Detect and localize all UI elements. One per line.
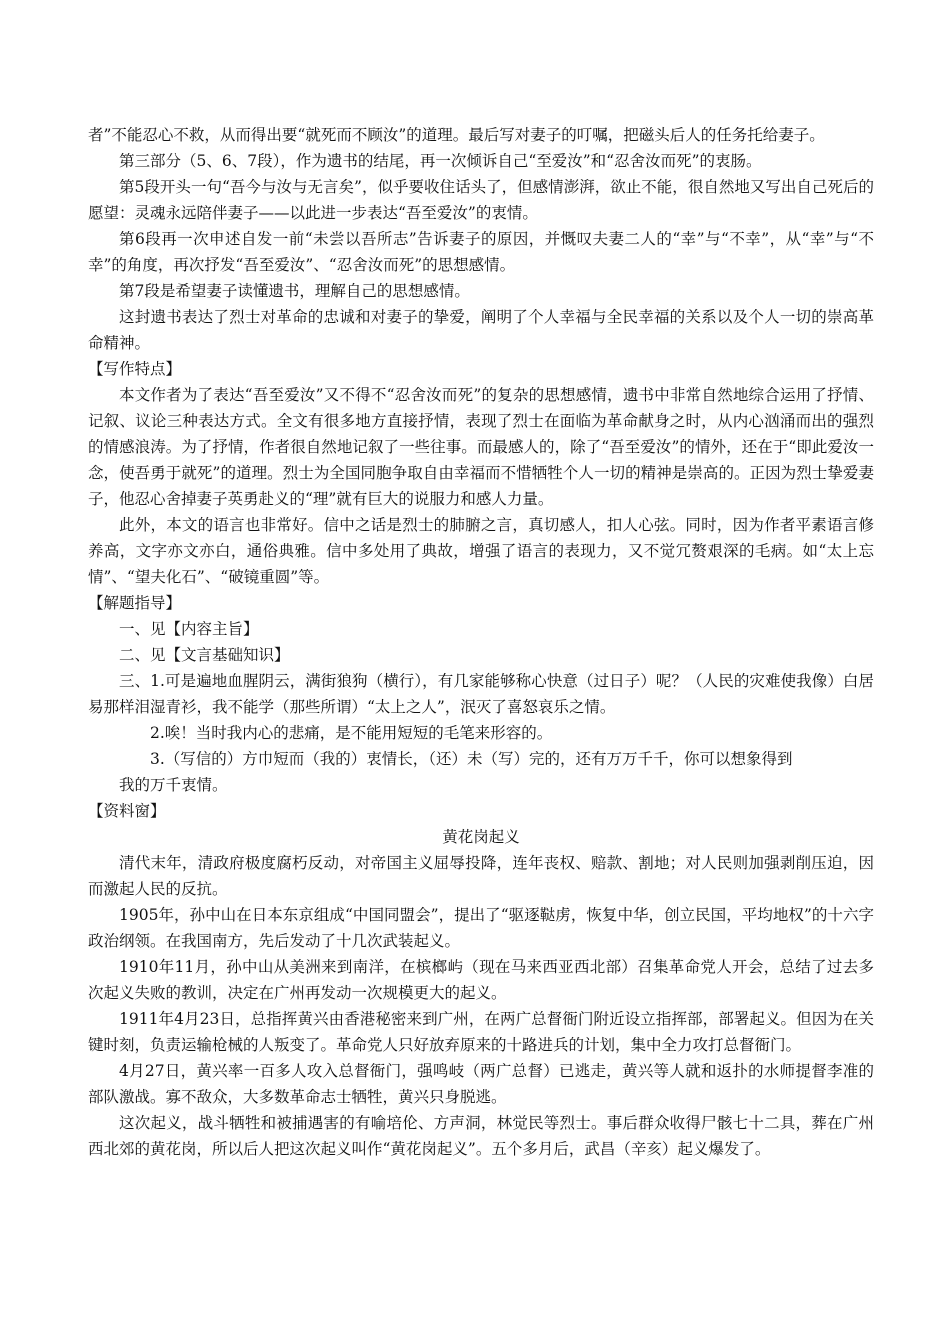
text-paragraph: 第5段开头一句“吾今与汝与无言矣”，似乎要收住话头了，但感情澎湃，欲止不能，很自然地又写出自己死后的愿望：灵魂永远陪伴妻子——以此进一步表达“吾至爱汝”的衷情。 xyxy=(88,178,874,222)
document-page xyxy=(88,122,874,1162)
text-paragraph: 第7段是希望妻子读懂遗书，理解自己的思想感情。 xyxy=(119,282,470,300)
text-paragraph: 1911年4月23日，总指挥黄兴由香港秘密来到广州，在两广总督衙门附近设立指挥部，部署起义。但因为在关键时刻，负责运输枪械的人叛变了。革命党人只好放弃原来的十路进兵的计划，集中全力攻打总督衙门。 xyxy=(88,1010,874,1054)
text-paragraph: 1905年，孙中山在日本东京组成“中国同盟会”，提出了“驱逐鞑虏，恢复中华，创立民国，平均地权”的十六字政治纲领。在我国南方，先后发动了十几次武装起义。 xyxy=(88,906,874,950)
section-heading-writing: 【写作特点】 xyxy=(88,360,182,378)
text-paragraph: 这次起义，战斗牺牲和被捕遇害的有喻培伦、方声洞，林觉民等烈士。事后群众收得尸骸七十二具，葬在广州西北郊的黄花岗，所以后人把这次起义叫作“黄花岗起义”。五个多月后，武昌（辛亥）起义爆发了。 xyxy=(88,1114,874,1158)
text-paragraph: 此外，本文的语言也非常好。信中之话是烈士的肺腑之言，真切感人，扣人心弦。同时，因为作者平素语言修养高，文字亦文亦白，通俗典雅。信中多处用了典故，增强了语言的表现力，又不觉冗赘艰深的毛病。如“太上忘情”、“望夫化石”、“破镜重圆”等。 xyxy=(88,516,874,586)
text-paragraph: 者”不能忍心不救，从而得出要“就死而不顾汝”的道理。最后写对妻子的叮嘱，把磁头后人的任务托给妻子。 xyxy=(88,126,825,144)
guide-item: 我的万千衷情。 xyxy=(119,776,228,794)
text-paragraph: 本文作者为了表达“吾至爱汝”又不得不“忍舍汝而死”的复杂的思想感情，遗书中非常自然地综合运用了抒情、记叙、议论三种表达方式。全文有很多地方直接抒情，表现了烈士在面临为革命献身之时，从内心汹涌而出的强烈的情感浪涛。为了抒情，作者很自然地记叙了一些往事。而最感人的，除了“吾至爱汝”的情外，还在于“即此爱汝一念，使吾勇于就死”的道理。烈士为全国同胞争取自由幸福而不惜牺牲个人一切的精神是崇高的。正因为烈士挚爱妻子，他忍心舍掉妻子英勇赴义的“理”就有巨大的说服力和感人力量。 xyxy=(88,386,874,508)
guide-item: 二、见【文言基础知识】 xyxy=(119,646,290,664)
text-paragraph: 第6段再一次申述自发一前“未尝以吾所志”告诉妻子的原因，并慨叹夫妻二人的“幸”与“不幸”，从“幸”与“不幸”的角度，再次抒发“吾至爱汝”、“忍舍汝而死”的思想感情。 xyxy=(88,230,874,274)
text-paragraph: 4月27日，黄兴率一百多人攻入总督衙门，强鸣岐（两广总督）已逃走，黄兴等人就和返扑的水师提督李准的部队激战。寡不敌众，大多数革命志士牺牲，黄兴只身脱逃。 xyxy=(88,1062,874,1106)
text-paragraph: 这封遗书表达了烈士对革命的忠诚和对妻子的挚爱，阐明了个人幸福与全民幸福的关系以及个人一切的崇高革命精神。 xyxy=(88,308,874,352)
resource-title: 黄花岗起义 xyxy=(442,828,520,846)
guide-item: 三、1.可是遍地血腥阴云，满街狼狗（横行），有几家能够称心快意（过日子）呢？（人民的灾难使我像）白居易那样泪湿青衫，我不能学（那些所谓）“太上之人”，泯灭了喜怒哀乐之情。 xyxy=(88,672,874,716)
text-paragraph: 清代末年，清政府极度腐朽反动，对帝国主义屈辱投降，连年丧权、赔款、割地；对人民则加强剥削压迫，因而激起人民的反抗。 xyxy=(88,854,874,898)
guide-item: 3.（写信的）方巾短而（我的）衷情长，（还）未（写）完的，还有万万千千，你可以想象得到 xyxy=(150,750,793,768)
text-paragraph: 第三部分（5、6、7段），作为遗书的结尾，再一次倾诉自己“至爱汝”和“忍舍汝而死”的衷肠。 xyxy=(119,152,762,170)
guide-item: 一、见【内容主旨】 xyxy=(119,620,259,638)
section-heading-resource: 【资料窗】 xyxy=(88,802,166,820)
text-paragraph: 1910年11月，孙中山从美洲来到南洋，在槟榔屿（现在马来西亚西北部）召集革命党人开会，总结了过去多次起义失败的教训，决定在广州再发动一次规模更大的起义。 xyxy=(88,958,874,1002)
section-heading-guide: 【解题指导】 xyxy=(88,594,182,612)
guide-item: 2.唉！当时我内心的悲痛，是不能用短短的毛笔来形容的。 xyxy=(150,724,553,742)
